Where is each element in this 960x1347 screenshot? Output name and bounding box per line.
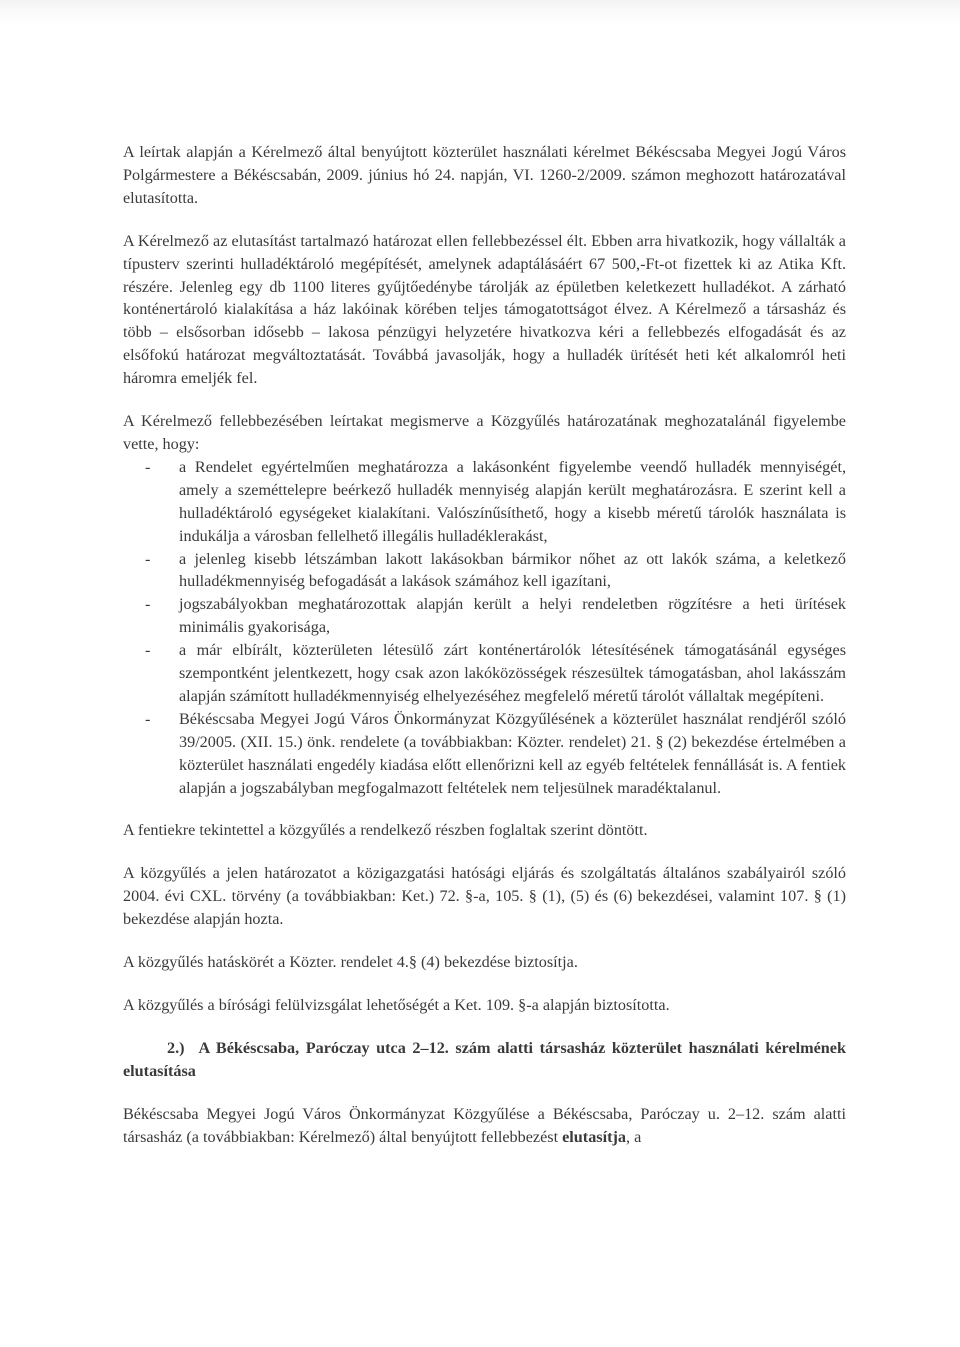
bullet-dash: - (145, 457, 151, 476)
paragraph-competence: A közgyűlés hatáskörét a Közter. rendelet 4.§ (4) bekezdése biztosítja. (123, 953, 578, 972)
list-item: - a már elbírált, közterületen létesülő zárt konténertárolók létesítésének támogatásánál egységes szempontként jelentkezett, hogy csak azon lakóközösségek részesültek támogatásban, ahol lakásszám alapján számított hulladékmennyiség elhelyezéséhez megfelelő méretű tárolót vállaltak megépíteni. (145, 641, 846, 705)
list-item: - jogszabályokban meghatározottak alapján került a helyi rendeletben rögzítésre a heti ürítések minimális gyakorisága, (145, 595, 846, 637)
paragraph-legal-basis: A közgyűlés a jelen határozatot a közigazgatási hatósági eljárás és szolgáltatás általános szabályairól szóló 2004. évi CXL. törvény (a továbbiakban: Ket.) 72. §-a, 105. § (1), (5) és (6) bekezdései, valamint 107. § (1) bekezdése alapján hozta. (123, 864, 846, 929)
section-heading (123, 1037, 846, 1083)
document-page (123, 141, 846, 1149)
list-item: - a jelenleg kisebb létszámban lakott lakásokban bármikor nőhet az ott lakók száma, a keletkező hulladékmennyiség befogadását a lakások számához kell igazítani, (145, 549, 846, 591)
paragraph-decision-summary: A leírtak alapján a Kérelmező által benyújtott közterület használati kérelmet Békéscsaba Megyei Jogú Város Polgármestere a Békéscsabán, 2009. június hó 24. napján, VI. 1260-2/2009. számon meghozott határozatával elutasította. (123, 143, 846, 207)
bullet-dash: - (145, 549, 151, 568)
list-item: - a Rendelet egyértelműen meghatározza a lakásonként figyelembe veendő hulladék mennyiségét, amely a szeméttelepre beérkező hulladék mennyiség alapján került meghatározásra. E szerint kell a hulladéktároló egységeket kialakítani. Valószínűsíthető, hogy a kisebb méretű tárolók használata is indukálja a városban fellelhető illegális hulladéklerakást, (145, 457, 846, 545)
bullet-dash: - (145, 595, 151, 614)
section-body: Békéscsaba Megyei Jogú Város Önkormányzat Közgyűlése a Békéscsaba, Paróczay u. 2–12. szám alatti társasház (a továbbiakban: Kérelmező) által benyújtott fellebbezést elutasítja, a (123, 1104, 846, 1146)
paragraph-appeal: A Kérelmező az elutasítást tartalmazó határozat ellen fellebbezéssel élt. Ebben arra hivatkozik, hogy vállalták a típusterv szerinti hulladéktároló megépítését, amelynek adaptálásáért 67 500,-Ft-ot fizettek ki az Atika Kft. részére. Jelenleg egy db 1100 literes gyűjtőedénybe tárolják az épületben keletkezett hulladékot. A zárható konténertároló kialakítása a ház lakóinak körében teljes támogatottságot élvez. A Kérelmező a társasház és több – elsősorban idősebb – lakosa pénzügyi helyzetére hivatkozva kéri a fellebbezés elfogadását és az elsőfokú határozat megváltoztatását. Továbbá javasolják, hogy a hulladék ürítését heti két alkalomról heti háromra emeljék fel. (123, 231, 846, 388)
paragraph-decision: A fentiekre tekintettel a közgyűlés a rendelkező részben foglaltak szerint döntött. (123, 821, 648, 840)
paragraph-considerations-intro: A Kérelmező fellebbezésében leírtakat megismerve a Közgyűlés határozatának meghozatalánál figyelembe vette, hogy: (123, 412, 846, 453)
section-number: 2.) (167, 1038, 185, 1057)
list-item: - Békéscsaba Megyei Jogú Város Önkormányzat Közgyűlésének a közterület használat rendjéről szóló 39/2005. (XII. 15.) önk. rendelete (a továbbiakban: Közter. rendelet) 21. § (2) bekezdése értelmében a közterület használati engedély kiadása előtt ellenőrizni kell az egyéb feltételek fennállását is. A fentiek alapján a jogszabályban megfogalmazott feltételek nem teljesülnek maradéktalanul. (145, 709, 846, 797)
decision-keyword: elutasítja (562, 1127, 626, 1146)
scan-edge-shadow (0, 0, 960, 26)
considerations-list (123, 456, 846, 800)
paragraph-judicial-review: A közgyűlés a bírósági felülvizsgálat lehetőségét a Ket. 109. §-a alapján biztosította. (123, 996, 670, 1014)
section-title: A Békéscsaba, Paróczay utca 2–12. szám alatti társasház közterület használati kérelmének elutasítása (123, 1038, 846, 1080)
bullet-dash: - (145, 641, 151, 660)
bullet-dash: - (145, 709, 151, 728)
